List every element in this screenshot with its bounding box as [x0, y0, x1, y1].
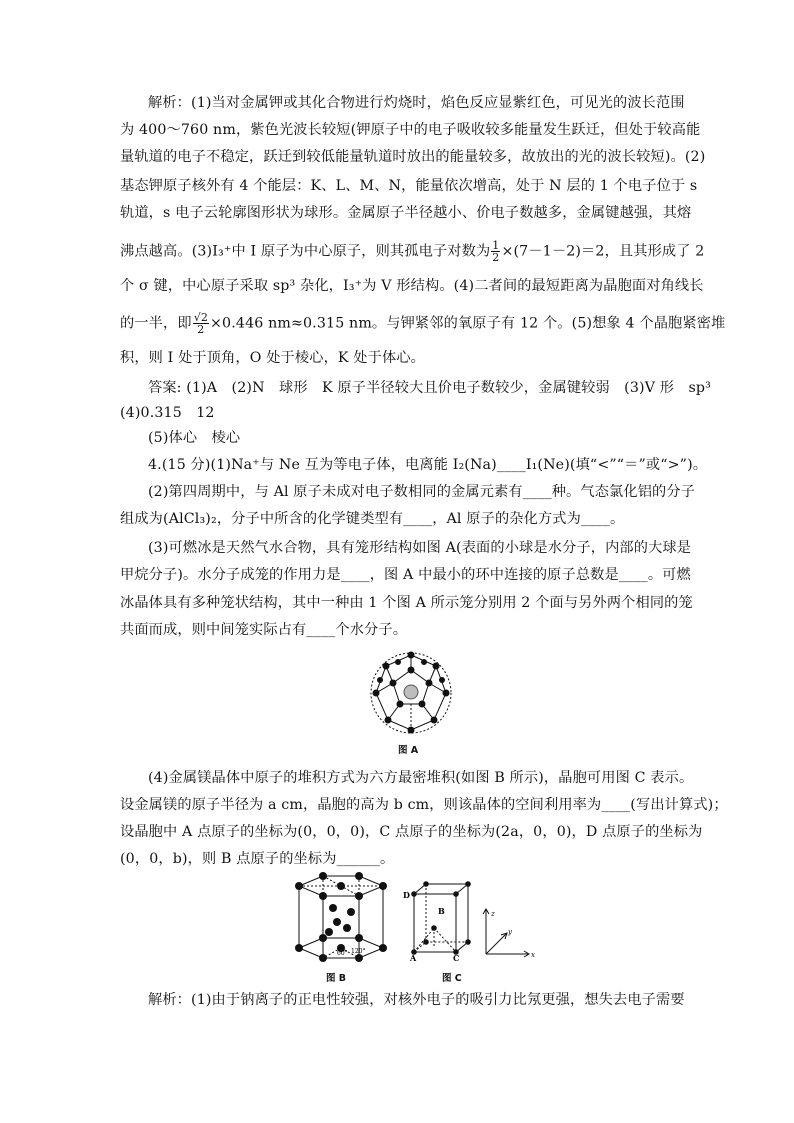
question-line: (3)可燃冰是天然气水合物，具有笼形结构如图 A(表面的小球是水分子，内部的大球是	[148, 540, 692, 556]
axis-z-label: z	[491, 910, 495, 918]
point-c-label: C	[453, 953, 460, 962]
question-line: 组成为(AlCl₃)₂，分子中所含的化学键类型有____，Al 原子的杂化方式为____。	[120, 511, 625, 527]
question-line: 甲烷分子)。水分子成笼的作用力是____，图 A 中最小的环中连接的原子总数是____。可燃	[120, 567, 691, 583]
text-line: 基态钾原子核外有 4 个能层：K、L、M、N，能量依次增高，处于 N 层的 1 个电子位于 s	[120, 178, 698, 194]
text-segment: 的一半，即	[120, 315, 192, 332]
text-line: 个 σ 键，中心原子采取 sp³ 杂化，I₃⁺为 V 形结构。(4)二者间的最短距离为晶胞面对角线长	[120, 278, 704, 294]
answer-line: (4)0.315 12	[120, 405, 215, 421]
angle-60-label: 60°	[337, 950, 348, 957]
text-segment: ×0.446 nm≈0.315 nm。与钾紧邻的氧原子有 12 个。(5)想象 4 个晶胞紧密堆	[210, 315, 726, 332]
figure-a-cage-diagram	[366, 640, 456, 740]
answer-line: (5)体心 棱心	[148, 430, 241, 446]
point-d-label: D	[403, 890, 410, 900]
fraction-numerator: 1	[492, 239, 500, 252]
figure-b-hcp-diagram	[285, 868, 395, 968]
angle-120-label: 120°	[351, 948, 366, 955]
fraction-one-half	[491, 240, 500, 263]
text-line-with-fraction	[120, 311, 726, 336]
figure-b-caption: 图 B	[326, 973, 347, 984]
text-line-with-fraction	[120, 239, 705, 264]
fraction-denominator: 2	[492, 251, 500, 264]
text-line: 轨道，s 电子云轮廓图形状为球形。金属原子半径越小、价电子数越多，金属键越强，其熔	[120, 205, 692, 221]
question-line: (4)金属镁晶体中原子的堆积方式为六方最密堆积(如图 B 所示)，晶胞可用图 C 表示。	[148, 770, 694, 786]
fraction-sqrt2-over-2	[193, 312, 209, 335]
text-line: 为 400～760 nm，紫色光波长较短(钾原子中的电子吸收较多能量发生跃迁，但处于较高能	[120, 122, 701, 138]
axis-x-label: x	[531, 951, 535, 959]
question-line: 4.(15 分)(1)Na⁺与 Ne 互为等电子体，电离能 I₂(Na)____I₁(Ne)(填“<”“＝”或“>”)。	[148, 457, 708, 473]
figure-c-unit-cell-diagram	[400, 880, 480, 962]
text-line: 积，则 I 处于顶角，O 处于棱心，K 处于体心。	[120, 350, 426, 366]
coordinate-axes-diagram	[480, 900, 540, 960]
text-segment: ×(7－1－2)＝2，且其形成了 2	[501, 243, 705, 260]
text-line: 量轨道的电子不稳定，跃迁到较低能量轨道时放出的能量较多，故放出的光的波长较短)。(2)	[120, 149, 706, 165]
text-segment: 沸点越高。(3)I₃⁺中 I 原子为中心原子，则其孤电子对数为	[120, 243, 491, 260]
question-line: 冰晶体具有多种笼状结构，其中一种由 1 个图 A 所示笼分别用 2 个面与另外两个相同的笼	[120, 595, 693, 611]
point-b-label: B	[438, 906, 445, 916]
question-line: 设晶胞中 A 点原子的坐标为(0，0，0)，C 点原子的坐标为(2a，0，0)，D 点原子的坐标为	[120, 824, 703, 840]
fraction-denominator: 2	[197, 323, 205, 336]
fraction-numerator: √2	[193, 311, 209, 324]
text-line: 解析：(1)由于钠离子的正电性较强，对核外电子的吸引力比氖更强，想失去电子需要	[148, 992, 685, 1008]
question-line: (0，0，b)，则 B 点原子的坐标为______。	[120, 851, 395, 867]
axis-y-label: y	[508, 928, 512, 936]
question-line: 共面而成，则中间笼实际占有____个水分子。	[120, 622, 408, 638]
point-a-label: A	[410, 953, 417, 962]
figure-c-caption: 图 C	[442, 973, 462, 984]
answer-line: 答案: (1)A (2)N 球形 K 原子半径较大且价电子数较少，金属键较弱 (3)V 形 sp³	[148, 380, 711, 396]
question-line: 设金属镁的原子半径为 a cm，晶胞的高为 b cm，则该晶体的空间利用率为____(写出计算式)；	[120, 797, 728, 813]
text-line: 解析：(1)当对金属钾或其化合物进行灼烧时，焰色反应显紫红色，可见光的波长范围	[148, 95, 685, 111]
figure-a-caption: 图 A	[398, 745, 419, 756]
question-line: (2)第四周期中，与 Al 原子未成对电子数相同的金属元素有____种。气态氯化铝的分子	[148, 484, 696, 500]
